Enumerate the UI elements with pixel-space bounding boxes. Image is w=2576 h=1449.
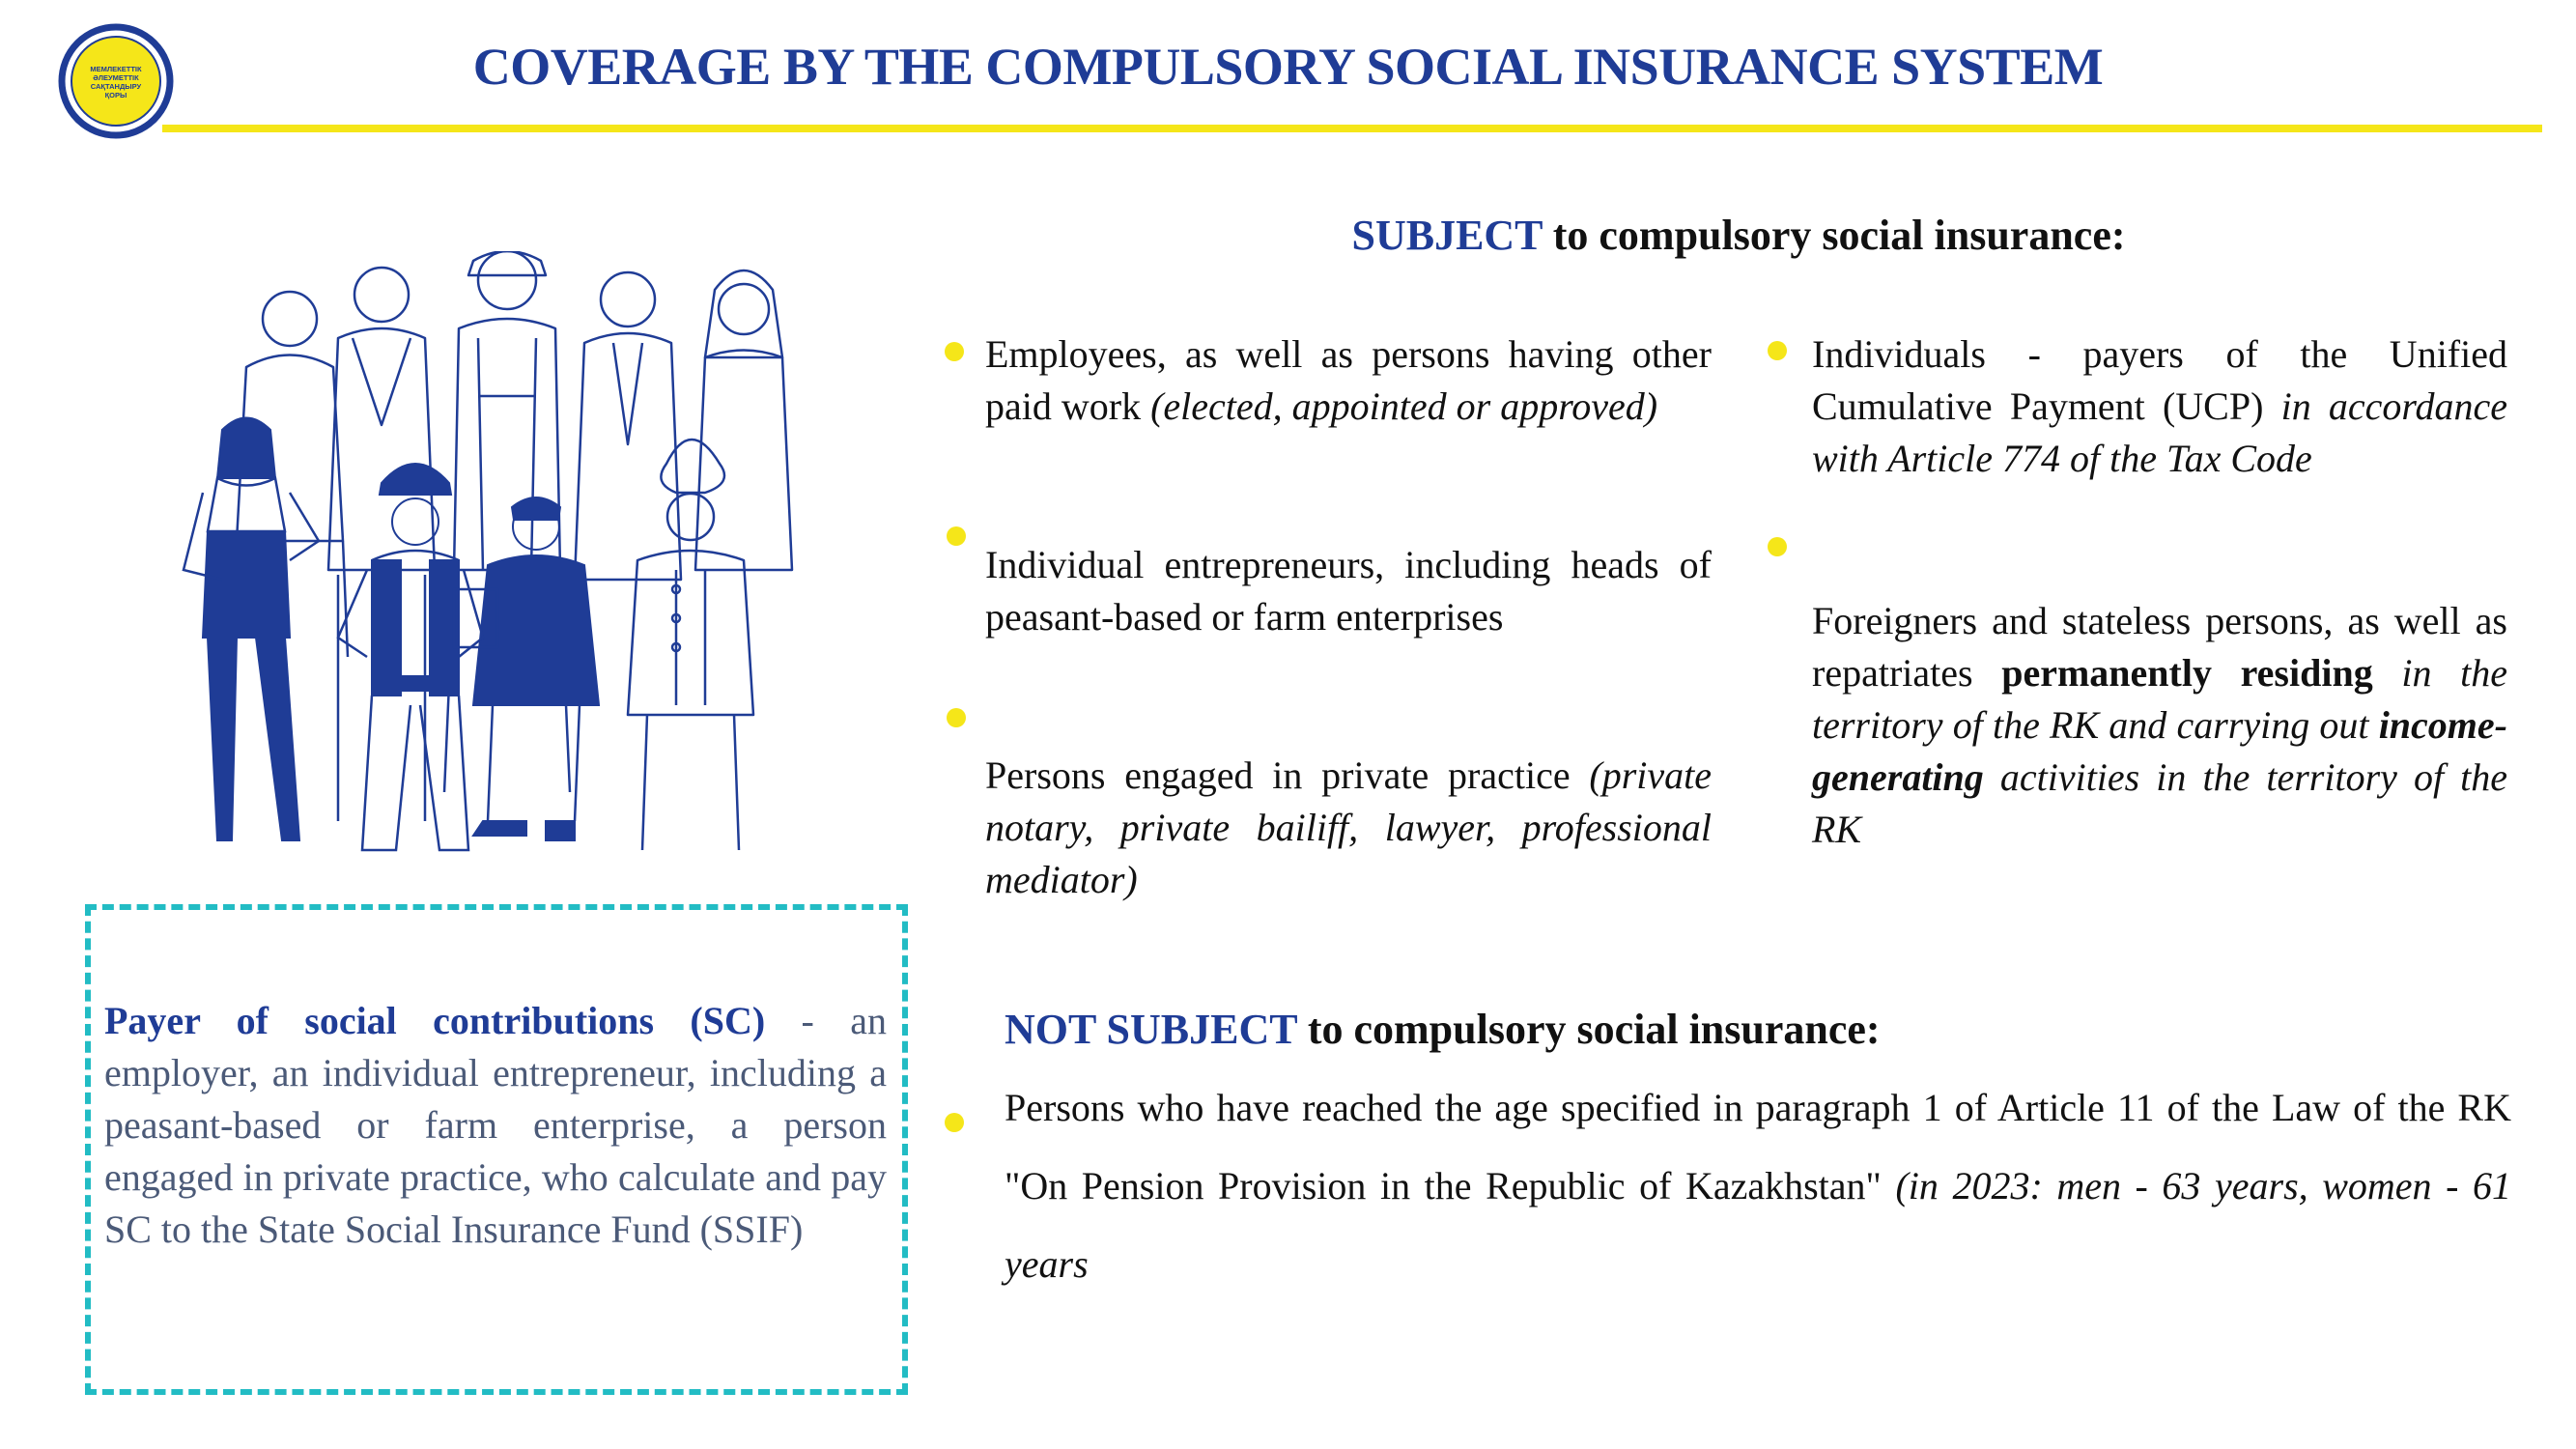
logo-text-3: САҚТАНДЫРУ [90, 82, 142, 91]
subject-heading [966, 211, 2511, 260]
item-text: Persons engaged in private practice [985, 753, 1590, 797]
title-underline [162, 125, 2542, 132]
bullet-dot [1768, 537, 1787, 556]
item-text: Individual entrepreneurs, including heads of peasant-based or farm enterprises [985, 543, 1712, 639]
item-bold-italic: income-generating [1812, 703, 2507, 799]
subject-heading-keyword: SUBJECT [1351, 212, 1543, 259]
item-italic: in accordance with Article 774 of the Tax Code [1812, 384, 2507, 480]
subject-item-ucp-payers [1812, 328, 2507, 485]
bullet-dot [947, 526, 966, 546]
subject-item-entrepreneurs [985, 539, 1712, 643]
logo-text-2: ӘЛЕУМЕТТІК [93, 73, 139, 82]
item-text: Individuals - payers of the Unified Cumulative Payment (UCP) [1812, 332, 2507, 428]
subject-heading-rest: to compulsory social insurance: [1542, 212, 2126, 259]
logo-text-4: ҚОРЫ [104, 91, 127, 99]
workers-illustration [164, 251, 840, 869]
bullet-dot [947, 708, 966, 727]
item-text: Employees, as well as persons having other paid work [985, 332, 1712, 428]
bullet-dot [1768, 341, 1787, 360]
payer-definition-text [104, 995, 887, 1256]
not-subject-heading-keyword: NOT SUBJECT [1005, 1006, 1297, 1053]
item-italic: (elected, appointed or approved) [1150, 384, 1658, 428]
item-italic: in the territory of the RK and carrying out [1812, 651, 2507, 747]
item-italic: activities in the territory of the RK [1812, 755, 2507, 851]
item-bold: permanently residing [2001, 651, 2373, 695]
not-subject-item-pension-age [1005, 1068, 2511, 1303]
item-text: Persons who have reached the age specified in paragraph 1 of Article 11 of the Law of the RK "On Pension Provision in the Republic of Kazakhstan" [1005, 1086, 2511, 1208]
subject-item-employees [985, 328, 1712, 433]
item-italic: (in 2023: men - 63 years, women - 61 years [1005, 1164, 2511, 1286]
payer-description: - an employer, an individual entrepreneur, including a peasant-based or farm enterprise, a person engaged in private practice, who calculate and pay SC to the State Social Insurance Fund (SSIF) [104, 999, 887, 1251]
payer-term: Payer of social contributions (SC) [104, 999, 766, 1042]
not-subject-heading-rest: to compulsory social insurance: [1296, 1006, 1881, 1053]
item-italic: (private notary, private bailiff, lawyer, professional mediator) [985, 753, 1712, 901]
bullet-dot [945, 342, 964, 361]
subject-item-foreigners [1812, 595, 2507, 856]
bullet-dot [945, 1113, 964, 1132]
logo-text-1: МЕМЛЕКЕТТІК [90, 65, 142, 73]
not-subject-heading [1005, 1005, 1881, 1054]
item-text: Foreigners and stateless persons, as well as repatriates [1812, 599, 2507, 695]
page-title: COVERAGE BY THE COMPULSORY SOCIAL INSURANCE SYSTEM [472, 38, 2104, 96]
subject-item-private-practice [985, 750, 1712, 906]
